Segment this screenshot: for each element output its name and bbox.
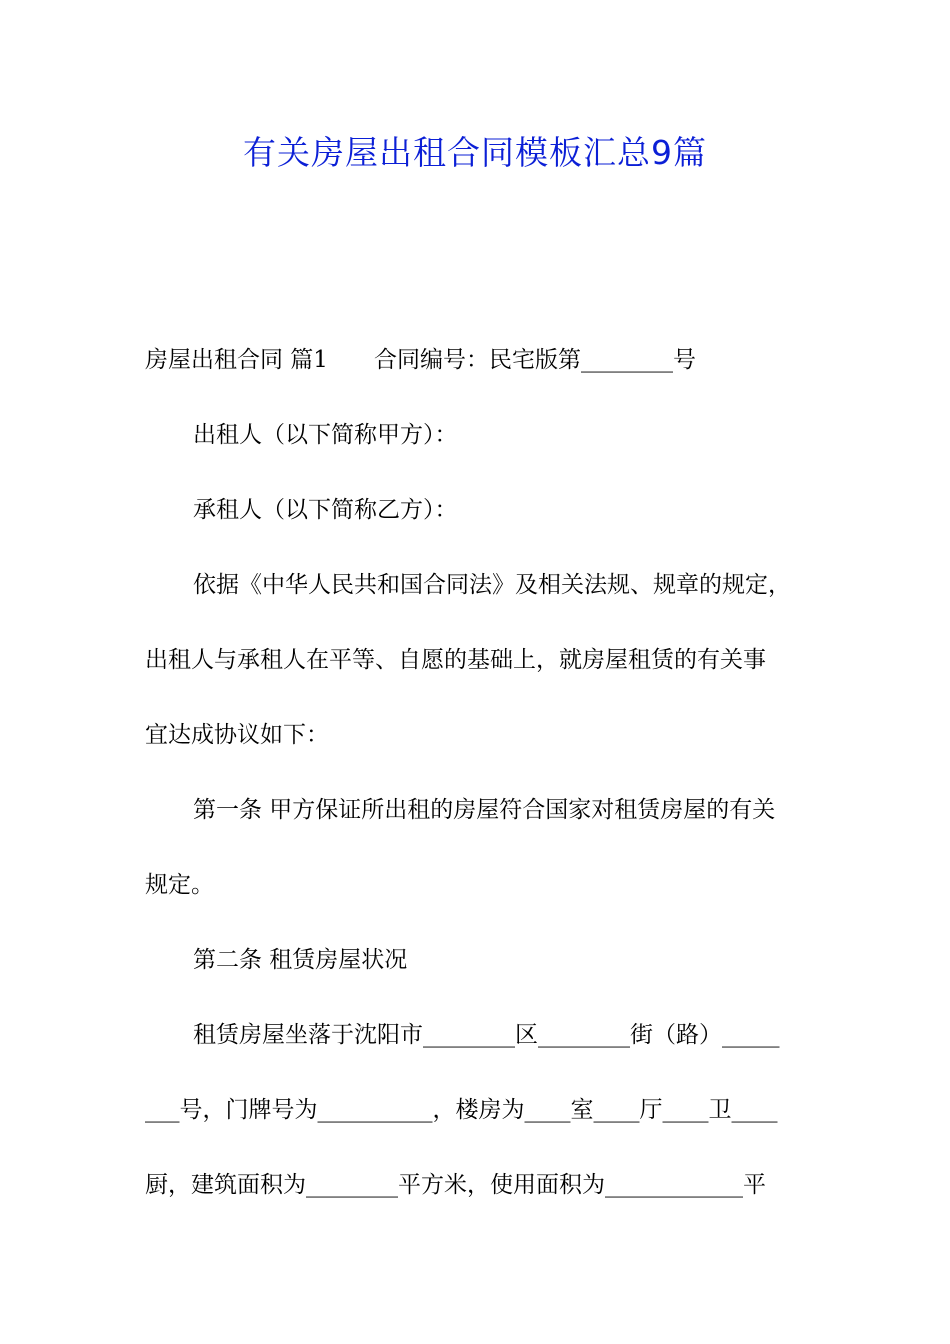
contract-heading-line (145, 345, 696, 375)
article-one-line: 第一条 甲方保证所出租的房屋符合国家对租赁房屋的有关 (193, 797, 776, 823)
paragraph-line: 厨，建筑面积为________平方米，使用面积为____________平 (145, 1172, 766, 1198)
document-title: 有关房屋出租合同模板汇总9篇 (243, 133, 707, 172)
paragraph-line: 宜达成协议如下： (145, 722, 329, 748)
paragraph-line: ___号，门牌号为__________，楼房为____室____厅____卫____ (145, 1097, 778, 1123)
contract-number-field: 合同编号：民宅版第________号 (373, 347, 696, 373)
paragraph-line: 出租人与承租人在平等、自愿的基础上，就房屋租赁的有关事 (145, 647, 766, 673)
lessee-line: 承租人（以下简称乙方）： (193, 497, 458, 523)
contract-section-label: 房屋出租合同 篇1 (145, 347, 328, 373)
paragraph-line: 依据《中华人民共和国合同法》及相关法规、规章的规定， (193, 572, 791, 598)
lessor-line: 出租人（以下简称甲方）： (193, 422, 458, 448)
article-two-heading: 第二条 租赁房屋状况 (193, 947, 408, 973)
paragraph-line: 规定。 (145, 872, 214, 898)
paragraph-line: 租赁房屋坐落于沈阳市________区________街（路）_____ (193, 1022, 780, 1048)
